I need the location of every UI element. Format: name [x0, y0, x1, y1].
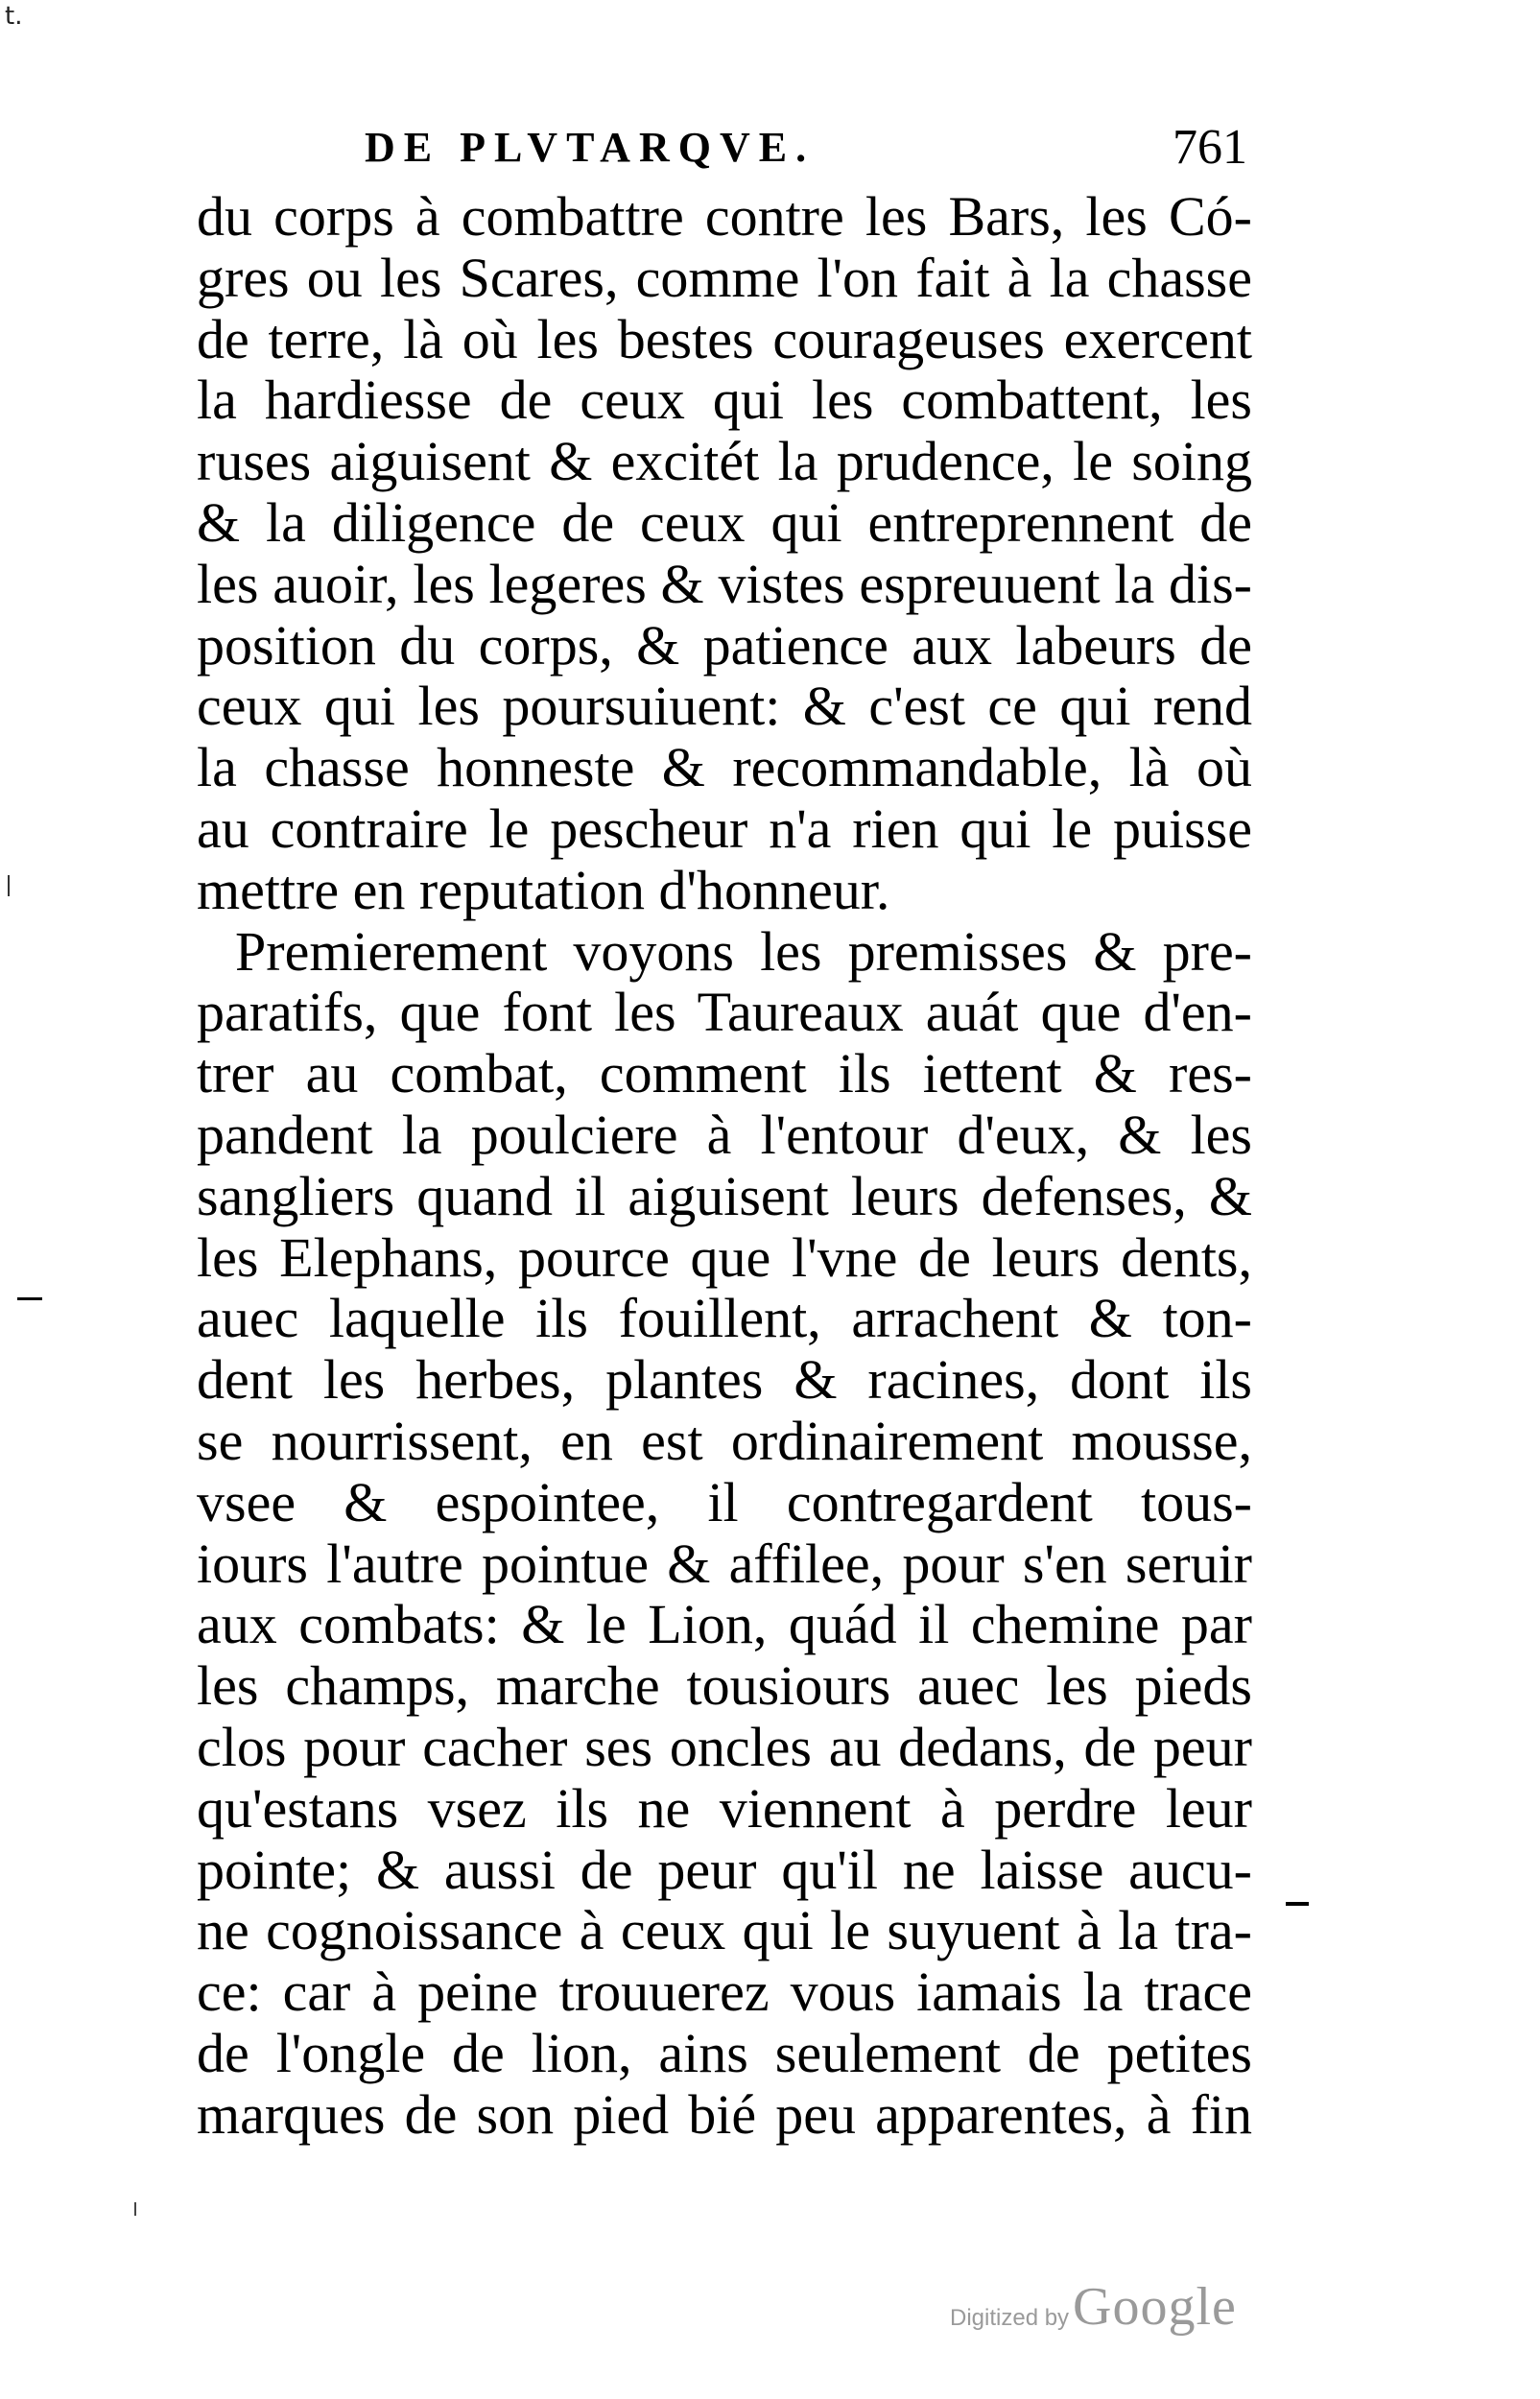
- text-line: vsee & espointee, il contregardent tous-: [197, 1470, 1252, 1533]
- text-line: les champs, marche tousiours auec les pieds: [197, 1654, 1252, 1718]
- text-line: les auoir, les legeres & vistes espreuuent la dis-: [197, 552, 1252, 615]
- text-line: pandent la poulciere à l'entour d'eux, & les: [197, 1103, 1252, 1166]
- text-line: ce: car à peine trouuerez vous iamais la trace: [197, 1960, 1252, 2024]
- text-line: auec laquelle ils fouillent, arrachent & ton-: [197, 1287, 1252, 1350]
- running-head: DE PLVTARQVE.: [365, 124, 816, 171]
- text-line: du corps à combattre contre les Bars, les Có-: [197, 185, 1252, 248]
- margin-tick: [8, 875, 10, 896]
- margin-dash-left: [17, 1297, 42, 1300]
- text-line: la hardiesse de ceux qui les combattent, les: [197, 368, 1252, 432]
- text-line: de terre, là où les bestes courageuses exercent: [197, 307, 1252, 370]
- margin-tick: [134, 2202, 136, 2216]
- text-line: & la diligence de ceux qui entreprennent de: [197, 490, 1252, 554]
- text-line: la chasse honneste & recommandable, là où: [197, 736, 1252, 799]
- text-line: trer au combat, comment ils iettent & res-: [197, 1042, 1252, 1105]
- text-line: position du corps, & patience aux labeurs de: [197, 613, 1252, 677]
- text-line: de l'ongle de lion, ains seulement de petites: [197, 2021, 1252, 2084]
- text-line: au contraire le pescheur n'a rien qui le puisse: [197, 796, 1252, 860]
- text-line: pointe; & aussi de peur qu'il ne laisse aucu-: [197, 1838, 1252, 1901]
- text-line: ne cognoissance à ceux qui le suyuent à la tra-: [197, 1899, 1252, 1962]
- paragraph-first-line: Premierement voyons les premisses & pre-: [235, 919, 1252, 983]
- watermark-prefix: Digitized by: [950, 2305, 1070, 2331]
- text-line: ceux qui les poursuiuent: & c'est ce qui rend: [197, 675, 1252, 738]
- text-line: ruses aiguisent & excitét la prudence, le soing: [197, 430, 1252, 493]
- corner-mark: t.: [5, 2, 23, 31]
- page-number: 761: [1173, 120, 1247, 175]
- text-line: gres ou les Scares, comme l'on fait à la chasse: [197, 246, 1252, 309]
- text-line: sangliers quand il aiguisent leurs defenses, &: [197, 1164, 1252, 1227]
- margin-dash-right: [1286, 1902, 1309, 1906]
- text-line: marques de son pied bié peu apparentes, à fin: [197, 2082, 1252, 2146]
- text-line: dent les herbes, plantes & racines, dont ils: [197, 1348, 1252, 1412]
- digitized-watermark: [950, 2276, 1276, 2343]
- text-line: les Elephans, pource que l'vne de leurs dents,: [197, 1225, 1252, 1289]
- text-line: mettre en reputation d'honneur.: [197, 858, 890, 921]
- page-header: [365, 120, 1247, 177]
- text-line: aux combats: & le Lion, quád il chemine par: [197, 1593, 1252, 1656]
- body-text: [197, 186, 1252, 2146]
- text-line: se nourrissent, en est ordinairement mousse,: [197, 1409, 1252, 1472]
- text-line: iours l'autre pointue & affilee, pour s'en seruir: [197, 1532, 1252, 1595]
- text-line: qu'estans vsez ils ne viennent à perdre leur: [197, 1776, 1252, 1840]
- text-line: paratifs, que font les Taureaux auát que d'en-: [197, 981, 1252, 1044]
- google-logo: Google: [1073, 2277, 1237, 2337]
- text-line: clos pour cacher ses oncles au dedans, de peur: [197, 1715, 1252, 1778]
